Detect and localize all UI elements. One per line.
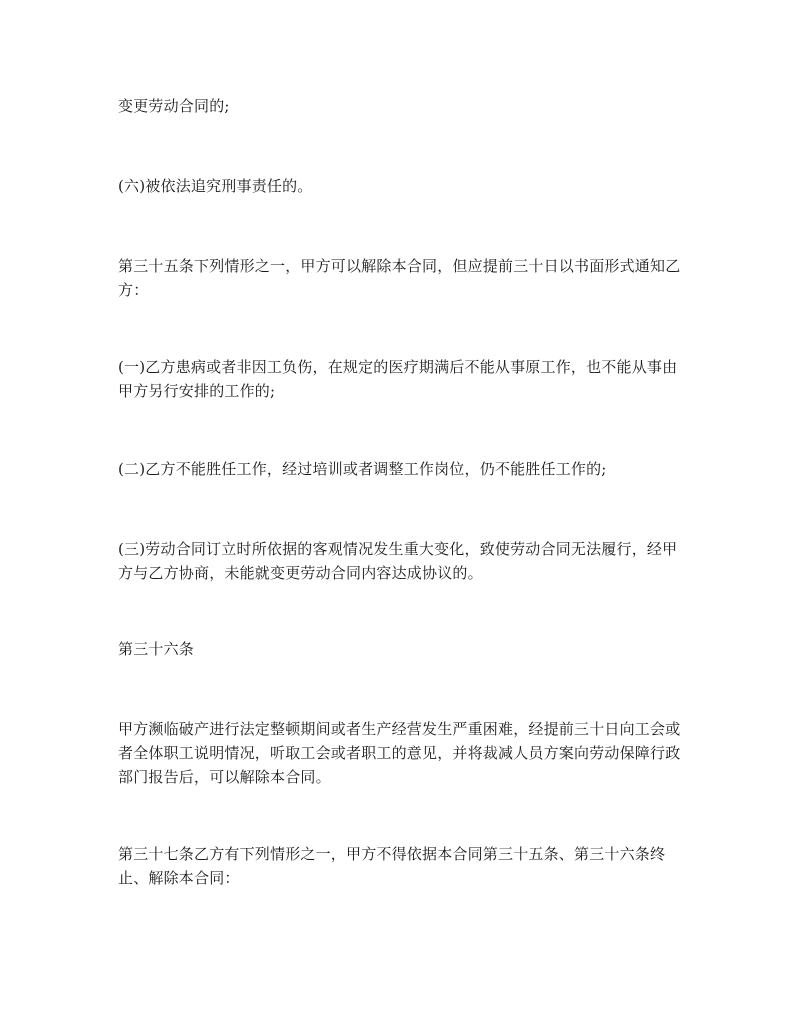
- paragraph-article-36-heading: 第三十六条: [118, 640, 195, 658]
- paragraph-item-three: (三)劳动合同订立时所依据的客观情况发生重大变化，致使劳动合同无法履行，经甲方与乙方协商，未能就变更劳动合同内容达成协议的。: [118, 540, 678, 582]
- paragraph-article-35: 第三十五条下列情形之一，甲方可以解除本合同，但应提前三十日以书面形式通知乙方：: [118, 257, 681, 299]
- paragraph-item-one: (一)乙方患病或者非因工负伤，在规定的医疗期满后不能从事原工作，也不能从事由甲方另行安排的工作的;: [118, 358, 678, 400]
- paragraph-article-36-body: 甲方濒临破产进行法定整顿期间或者生产经营发生严重困难，经提前三十日向工会或者全体职工说明情况，听取工会或者职工的意见，并将裁减人员方案向劳动保障行政部门报告后，可以解除本合同。: [118, 720, 681, 786]
- paragraph-article-37: 第三十七条乙方有下列情形之一，甲方不得依据本合同第三十五条、第三十六条终止、解除本合同：: [118, 845, 666, 887]
- paragraph-change-contract: 变更劳动合同的;: [118, 97, 230, 115]
- paragraph-item-six: (六)被依法追究刑事责任的。: [118, 177, 313, 195]
- paragraph-item-two: (二)乙方不能胜任工作，经过培训或者调整工作岗位，仍不能胜任工作的;: [118, 460, 607, 478]
